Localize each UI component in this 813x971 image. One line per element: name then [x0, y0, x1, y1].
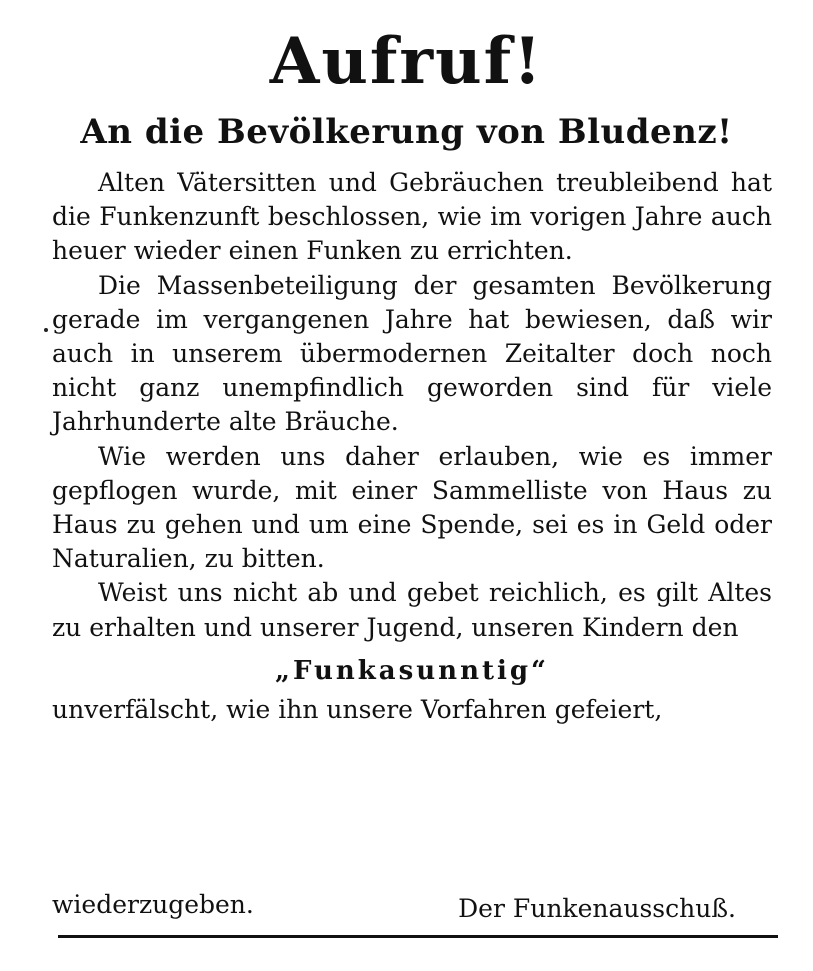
signature: Der Funkenausschuß. — [458, 894, 736, 923]
paragraph-4: Weist uns nicht ab und gebet reichlich, es gilt Altes zu erhalten und unserer Jugend, unseren Kindern den — [52, 578, 772, 642]
slogan: „Funkasunntig“ — [275, 655, 549, 686]
paragraph-1: Alten Vätersitten und Gebräuchen treubleibend hat die Funkenzunft beschlossen, wie im vorigen Jahre auch heuer wieder einen Funken zu errichten. — [52, 168, 772, 266]
closing-last-word: wiederzugeben. — [52, 890, 254, 919]
closing-line: unverfälscht, wie ihn unsere Vorfahren gefeiert, — [52, 694, 663, 724]
print-speck — [44, 328, 48, 332]
notice-subtitle: An die Bevölkerung von Bludenz! — [80, 112, 733, 152]
paragraph-3: Wie werden uns daher erlauben, wie es immer gepflogen wurde, mit einer Sammelliste von Haus zu Haus zu gehen und um eine Spende, sei es in Geld oder Naturalien, zu bitten. — [52, 441, 772, 574]
notice-body — [52, 166, 772, 727]
bottom-rule — [58, 935, 778, 938]
notice-title: Aufruf! — [269, 24, 544, 99]
paragraph-2: Die Massenbeteiligung der gesamten Bevölkerung gerade im vergangenen Jahre hat bewiesen, daß wir auch in unserem übermodernen Zeitalter doch noch nicht ganz unempfindlich geworden sind für viele Jahrhunderte alte Bräuche. — [52, 270, 772, 437]
